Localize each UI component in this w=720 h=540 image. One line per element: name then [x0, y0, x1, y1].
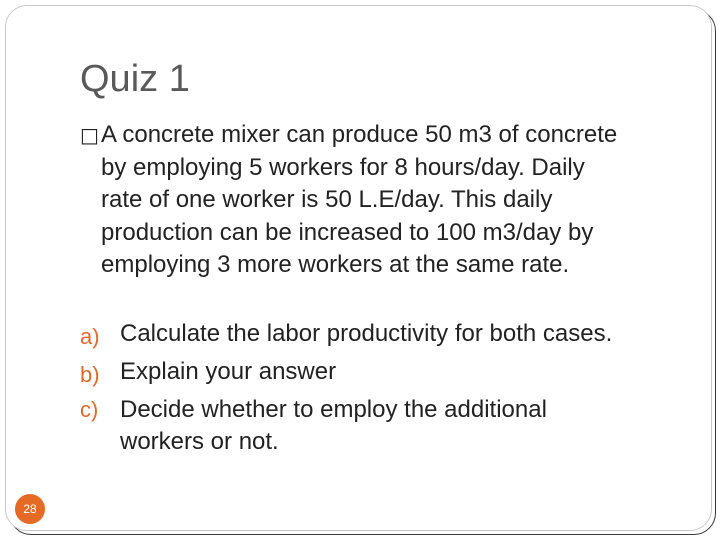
problem-line-5: employing 3 more workers at the same rate.	[101, 251, 570, 278]
question-a-text: Calculate the labor productivity for both cases.	[120, 320, 613, 347]
question-c-line-1: Decide whether to employ the additional	[120, 396, 547, 423]
problem-line-2: by employing 5 workers for 8 hours/day. Daily	[101, 153, 585, 181]
problem-line-4: production can be increased to 100 m3/day by	[101, 218, 594, 246]
question-c-line-2: workers or not.	[120, 428, 279, 455]
question-c-text	[120, 394, 547, 458]
square-bullet-icon: □	[80, 123, 99, 147]
problem-statement	[80, 119, 700, 282]
problem-line-3: rate of one worker is 50 L.E/day. This daily	[101, 186, 553, 213]
problem-text-1: A concrete mixer can produce 50 m3 of concrete	[101, 121, 618, 148]
question-c	[80, 394, 700, 458]
page-number-badge: 28	[15, 494, 45, 524]
question-b-marker: b)	[80, 362, 100, 387]
question-b-text: Explain your answer	[120, 358, 337, 385]
question-c-marker: c)	[80, 397, 99, 422]
question-a	[80, 318, 700, 356]
question-b	[80, 356, 700, 394]
question-list	[80, 318, 700, 458]
slide-title: Quiz 1	[80, 58, 190, 100]
problem-line-1	[80, 119, 700, 152]
question-a-marker: a)	[80, 324, 100, 349]
